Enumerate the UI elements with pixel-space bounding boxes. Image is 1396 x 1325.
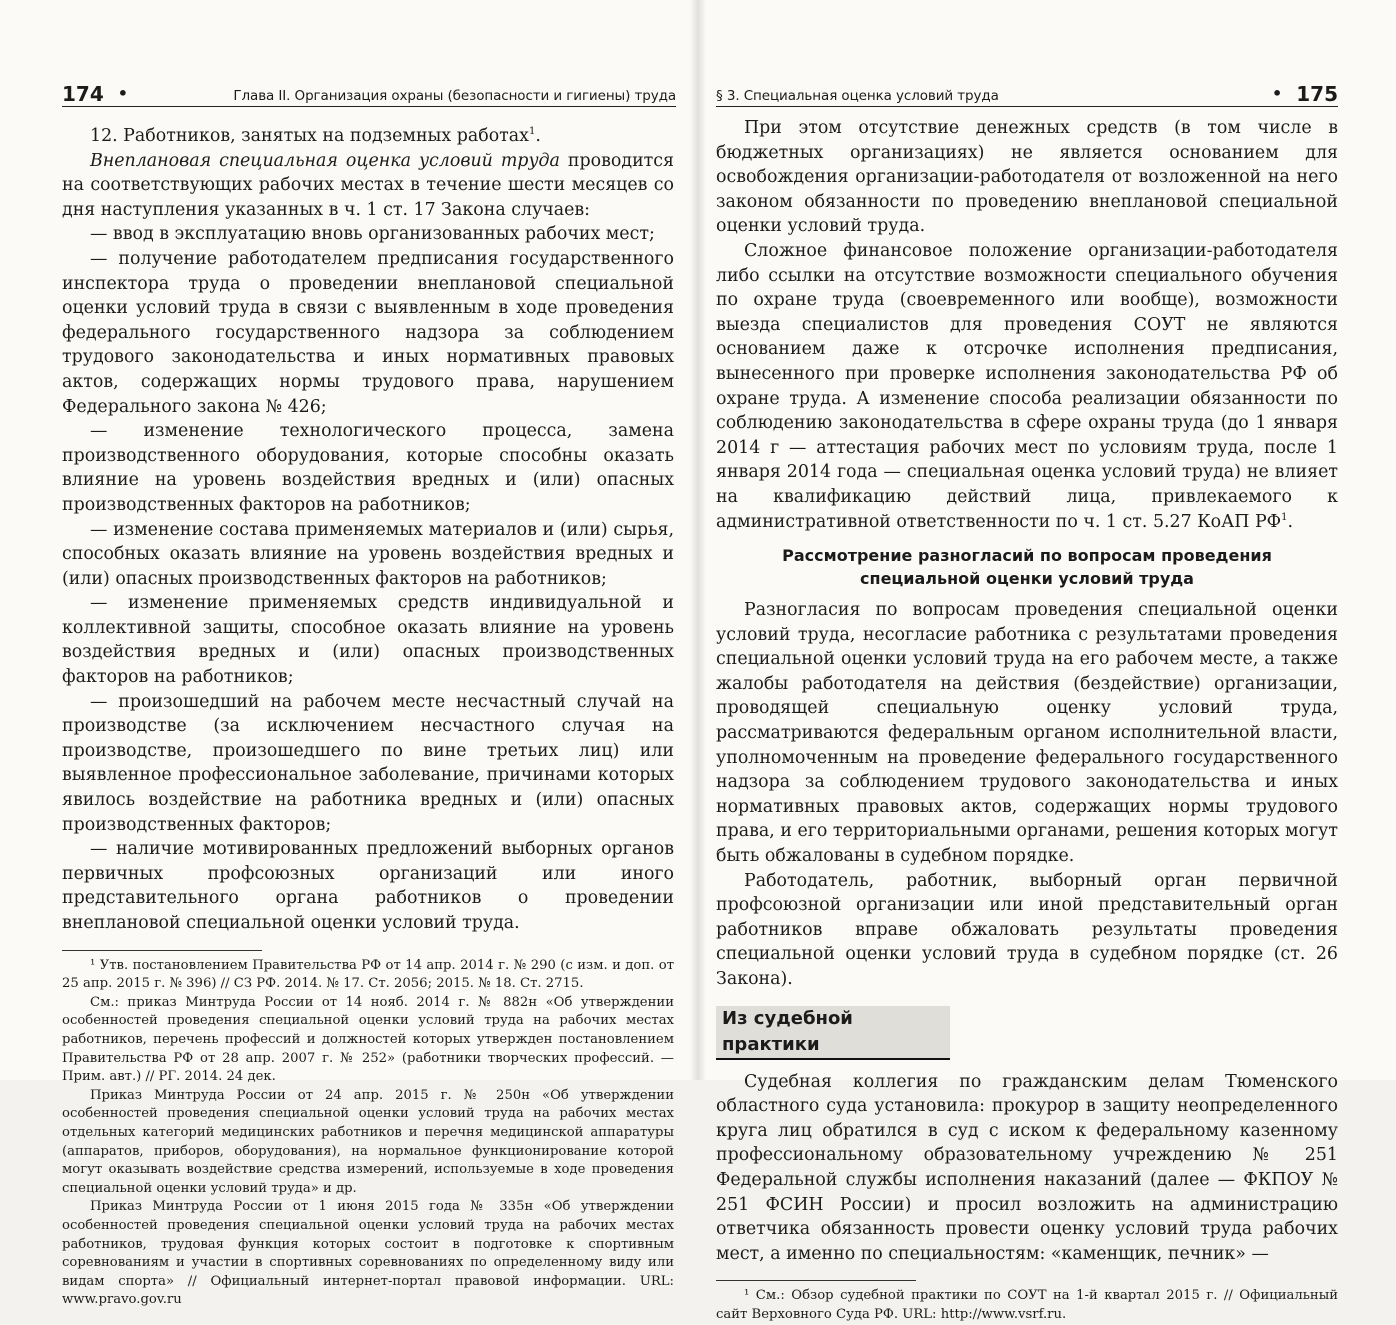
paragraph: 12. Работников, занятых на подземных работах$^1$. xyxy=(90,126,541,146)
list-item: — изменение применяемых средств индивидуальной и коллективной защиты, способное оказать влияние на уровень воздействия вредных и (или) опасных производственных факторов на работников; xyxy=(62,593,674,688)
court-practice-heading: Из судебной практики xyxy=(716,1006,950,1060)
footnote-mark: 1 xyxy=(1281,511,1288,523)
left-page xyxy=(0,0,698,1308)
running-head: § 3. Специальная оценка условий труда xyxy=(716,88,999,104)
list-item: — наличие мотивированных предложений выборных органов первичных профсоюзных организаций или иного представительного органа работников о проведении внеплановой специальной оценки условий труда. xyxy=(62,839,674,933)
left-page-body xyxy=(62,124,674,1310)
paragraph: Работодатель, работник, выборный орган первичной профсоюзной организации или иной представительный орган работников вправе обжаловать результаты проведения специальной оценки условий труда в судебном порядке (ст. 26 Закона). xyxy=(716,870,1338,989)
footnote-divider xyxy=(62,950,262,951)
header-bullet: • xyxy=(1272,84,1283,103)
page-number: 175 xyxy=(1296,82,1338,106)
book-spine-gutter xyxy=(690,0,706,1080)
footnotes xyxy=(716,1287,1338,1324)
section-subheading: Рассмотрение разногласий по вопросам проведения специальной оценки условий труда xyxy=(782,546,1272,589)
paragraph: При этом отсутствие денежных средств (в том числе в бюджетных организациях) не является основанием для освобождения организации-работодателя от возложенной на него законом обязанности по проведению внеплановой специальной оценки условий труда. xyxy=(716,118,1338,237)
list-item: — изменение технологического процесса, замена производственного оборудования, которые способны оказать влияние на уровень воздействия вредных и (или) опасных производственных факторов на работников; xyxy=(62,421,674,515)
italic-lead: Внеплановая специальная оценка условий труда xyxy=(90,150,560,171)
footnote: ¹ Утв. постановлением Правительства РФ от 14 апр. 2014 г. № 290 (с изм. и доп. от 25 апр. 2015 г. № 396) // СЗ РФ. 2014. № 17. Ст. 2056; 2015. № 18. Ст. 2715. xyxy=(62,957,674,992)
list-item: — получение работодателем предписания государственного инспектора труда о проведении внеплановой специальной оценки условий труда в связи с выявленным в ходе проведения федерального государственного надзора за соблюдением трудового законодательства и иных нормативных правовых актов, содержащих нормы трудового права, нарушением Федерального закона № 426; xyxy=(62,248,674,417)
running-head: Глава II. Организация охраны (безопасности и гигиены) труда xyxy=(233,88,676,104)
paragraph: Внеплановая специальная оценка условий труда проводится на соответствующих рабочих местах в течение шести месяцев со дня наступления указанных в ч. 1 ст. 17 Закона случаев: xyxy=(62,150,674,220)
list-item: — изменение состава применяемых материалов и (или) сырья, способных оказать влияние на уровень воздействия вредных и (или) опасных производственных факторов на работников; xyxy=(62,519,674,589)
paragraph: Разногласия по вопросам проведения специальной оценки условий труда, несогласие работника с результатами проведения специальной оценки условий труда на его рабочем месте, а также жалобы работодателя на действия (бездействие) организации, проводящей специальную оценку условий труда, рассматриваются федеральным органом исполнительной власти, уполномоченным на проведение федерального государственного надзора за соблюдением трудового законодательства и иных нормативных правовых актов, содержащих нормы трудового права, и его территориальными органами, решения которых могут быть обжалованы в судебном порядке. xyxy=(716,600,1338,867)
page-number: 174 xyxy=(62,82,104,106)
paragraph: Сложное финансовое положение организации-работодателя либо ссылки на отсутствие возможности специального обучения по охране труда (своевременного или вообще), возможности выезда специалистов для проведения СОУТ не являются основанием даже к отсрочке исполнения предписания, вынесенного при проверке исполнения законодательства РФ об охране труда. А изменение способа реализации обязанности по соблюдению законодательства в сфере охраны труда (до 1 января 2014 г — аттестация рабочих мест по условиям труда, после 1 января 2014 года — специальная оценка условий труда) не влияет на квалификацию действий лица, привлекаемого к административной ответственности по ч. 1 ст. 5.27 КоАП $РФ^1$. xyxy=(716,240,1338,532)
footnote-mark: 1 xyxy=(528,126,536,138)
list-item: — ввод в эксплуатацию вновь организованных рабочих мест; xyxy=(90,224,655,245)
footnote: Приказ Минтруда России от 1 июня 2015 года № 335н «Об утверждении особенностей проведения специальной оценки условий труда на рабочих местах работников, трудовая функция которых состоит в подготовке к спортивным соревнованиям и участии в спортивных соревнованиях по определенному виду или видам спорта» // Официальный интернет-портал правовой информации. URL: www.pravo.gov.ru xyxy=(62,1199,674,1308)
header-bullet: • xyxy=(117,84,128,103)
footnote-divider xyxy=(716,1280,916,1281)
left-page-header xyxy=(62,80,676,107)
right-page-header xyxy=(716,80,1338,107)
list-item: — произошедший на рабочем месте несчастный случай на производстве (за исключением несчастного случая на производстве, произошедшего по вине третьих лиц) или выявленное профессиональное заболевание, причинами которых явилось воздействие на работника вредных и (или) опасных производственных факторов; xyxy=(62,691,674,835)
footnotes xyxy=(62,957,674,1310)
right-page xyxy=(698,0,1396,1322)
paragraph: Судебная коллегия по гражданским делам Тюменского областного суда установила: прокурор в защиту неопределенного круга лиц обратился в суд с иском к федеральному казенному профессиональному образовательному учреждению № 251 Федеральной службы исполнения наказаний (далее — ФКПОУ № 251 ФСИН России) и просил возложить на администрацию ответчика обязанность провести оценку условий труда рабочих мест, а именно по специальностям: «каменщик, печник» — xyxy=(716,1071,1338,1264)
footnote: ¹ См.: Обзор судебной практики по СОУТ на 1-й квартал 2015 г. // Официальный сайт Верховного Суда РФ. URL: http://www.vsrf.ru. xyxy=(716,1288,1338,1322)
footnote: Приказ Минтруда России от 24 апр. 2015 г. № 250н «Об утверждении особенностей проведения специальной оценки условий труда на рабочих местах отдельных категорий медицинских работников и перечня медицинской аппаратуры (аппаратов, приборов, оборудования), на нормальное функционирование которой могут оказывать воздействие средства измерений, используемые в ходе проведения специальной оценки условий труда» и др. xyxy=(62,1087,674,1196)
right-page-body xyxy=(716,116,1338,1325)
footnote: См.: приказ Минтруда России от 14 нояб. 2014 г. № 882н «Об утверждении особенностей проведения специальной оценки условий труда на рабочих местах работников, перечень профессий и должностей которых утвержден постановлением Правительства РФ от 28 апр. 2007 г. № 252» (работники творческих профессий. — Прим. авт.) // РГ. 2014. 24 дек. xyxy=(62,994,674,1085)
